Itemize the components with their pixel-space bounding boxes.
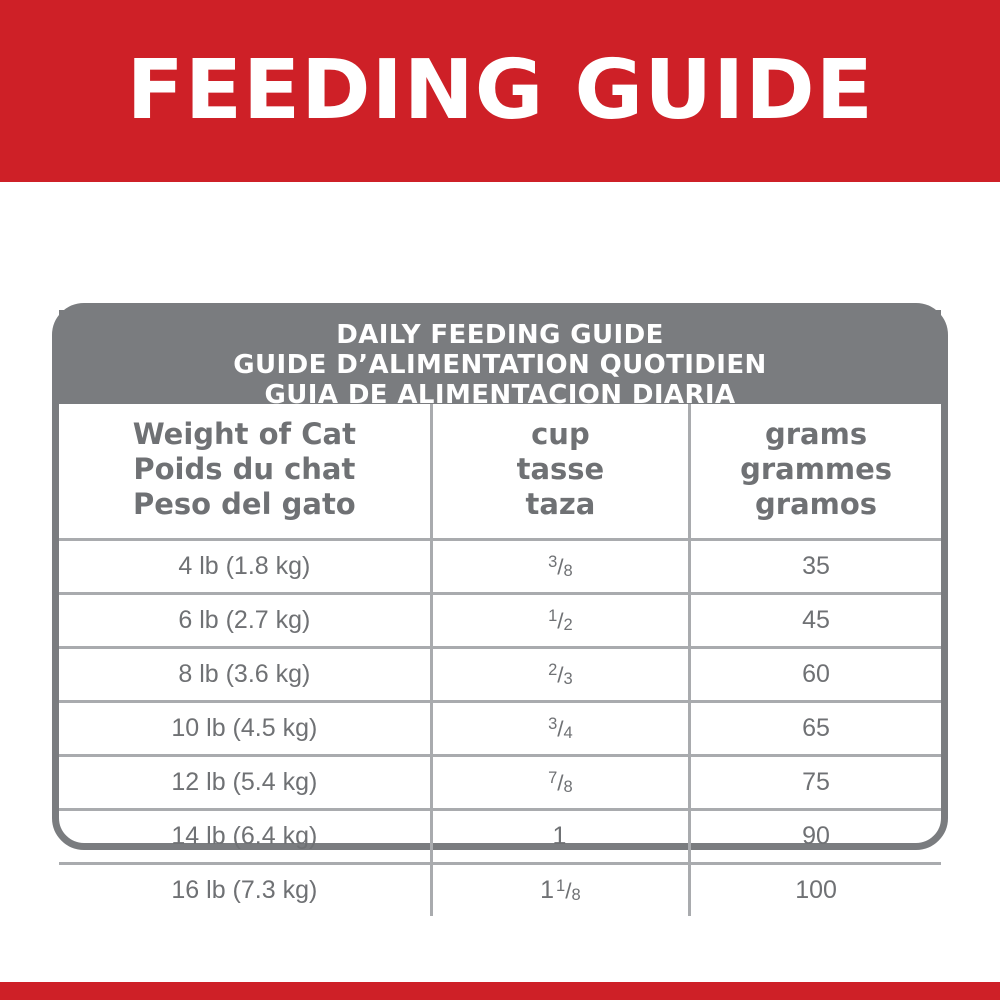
cell-grams: 75: [690, 756, 941, 810]
cell-grams: 65: [690, 702, 941, 756]
column-header-grams-es: gramos: [755, 487, 878, 521]
column-header-cup-en: cup: [531, 417, 590, 451]
table-row: [59, 756, 941, 810]
fraction-numerator: 1: [556, 876, 566, 895]
cell-grams: 60: [690, 648, 941, 702]
cell-cup: [431, 864, 689, 917]
feeding-table: [59, 404, 941, 916]
fraction-slash: /: [557, 554, 564, 579]
page-title: FEEDING GUIDE: [126, 43, 874, 138]
fraction-value: [548, 716, 573, 742]
fraction-value: [552, 824, 568, 849]
cell-weight: 6 lb (2.7 kg): [59, 594, 431, 648]
cell-weight: 16 lb (7.3 kg): [59, 864, 431, 917]
fraction-denominator: 3: [563, 669, 573, 688]
table-row: [59, 702, 941, 756]
fraction-denominator: 2: [563, 615, 573, 634]
cell-cup: [431, 648, 689, 702]
fraction-value: [548, 554, 573, 580]
fraction-value: [540, 878, 581, 904]
table-row: [59, 540, 941, 594]
column-header-grams-en: grams: [765, 417, 868, 451]
fraction-slash: /: [557, 716, 564, 741]
card-header-line-es: GUIA DE ALIMENTACION DIARIA: [264, 380, 736, 410]
cell-cup: [431, 594, 689, 648]
column-header-weight: [59, 404, 431, 540]
cell-cup: [431, 756, 689, 810]
table-row: [59, 810, 941, 864]
column-header-weight-en: Weight of Cat: [132, 417, 356, 451]
table-row: [59, 648, 941, 702]
cell-grams: 100: [795, 876, 837, 904]
fraction-slash: /: [565, 878, 572, 903]
fraction-whole: 1: [540, 876, 555, 904]
column-header-cup: [431, 404, 689, 540]
cell-cup: [431, 702, 689, 756]
fraction-denominator: 4: [563, 723, 573, 742]
cell-weight: 10 lb (4.5 kg): [59, 702, 431, 756]
column-header-weight-es: Peso del gato: [132, 487, 356, 521]
fraction-denominator: 8: [571, 885, 581, 904]
fraction-numerator: 3: [548, 552, 558, 571]
cell-weight: 14 lb (6.4 kg): [59, 810, 431, 864]
column-header-grams-fr: grammes: [740, 452, 893, 486]
cell-weight: 8 lb (3.6 kg): [59, 648, 431, 702]
column-header-grams: [690, 404, 941, 540]
fraction-slash: /: [557, 662, 564, 687]
fraction-denominator: 8: [563, 777, 573, 796]
fraction-value: [548, 662, 573, 688]
feeding-table-body: [59, 540, 941, 917]
fraction-slash: /: [557, 770, 564, 795]
fraction-value: [548, 770, 573, 796]
card-header-line-fr: GUIDE D’ALIMENTATION QUOTIDIEN: [233, 350, 767, 380]
fraction-value: [548, 608, 573, 634]
card-header: [59, 310, 941, 410]
table-row: [59, 594, 941, 648]
card-header-line-en: DAILY FEEDING GUIDE: [336, 320, 664, 350]
feeding-guide-banner: [0, 0, 1000, 182]
column-header-weight-fr: Poids du chat: [133, 452, 356, 486]
column-header-cup-es: taza: [525, 487, 596, 521]
fraction-numerator: 2: [548, 660, 558, 679]
cell-weight: 12 lb (5.4 kg): [59, 756, 431, 810]
daily-feeding-guide-card: [52, 303, 948, 904]
cell-weight: 4 lb (1.8 kg): [59, 540, 431, 594]
table-row: [59, 864, 941, 917]
fraction-numerator: 7: [548, 768, 558, 787]
table-header-row: [59, 404, 941, 540]
cell-grams: 90: [690, 810, 941, 864]
cell-grams: 45: [690, 594, 941, 648]
fraction-numerator: 3: [548, 714, 558, 733]
column-header-cup-fr: tasse: [516, 452, 605, 486]
cell-cup: [431, 540, 689, 594]
fraction-slash: /: [557, 608, 564, 633]
fraction-numerator: 1: [548, 606, 558, 625]
bottom-red-strip: [0, 982, 1000, 1000]
cell-cup: [431, 810, 689, 864]
fraction-whole: 1: [552, 822, 567, 850]
fraction-denominator: 8: [563, 561, 573, 580]
cell-grams: 35: [690, 540, 941, 594]
